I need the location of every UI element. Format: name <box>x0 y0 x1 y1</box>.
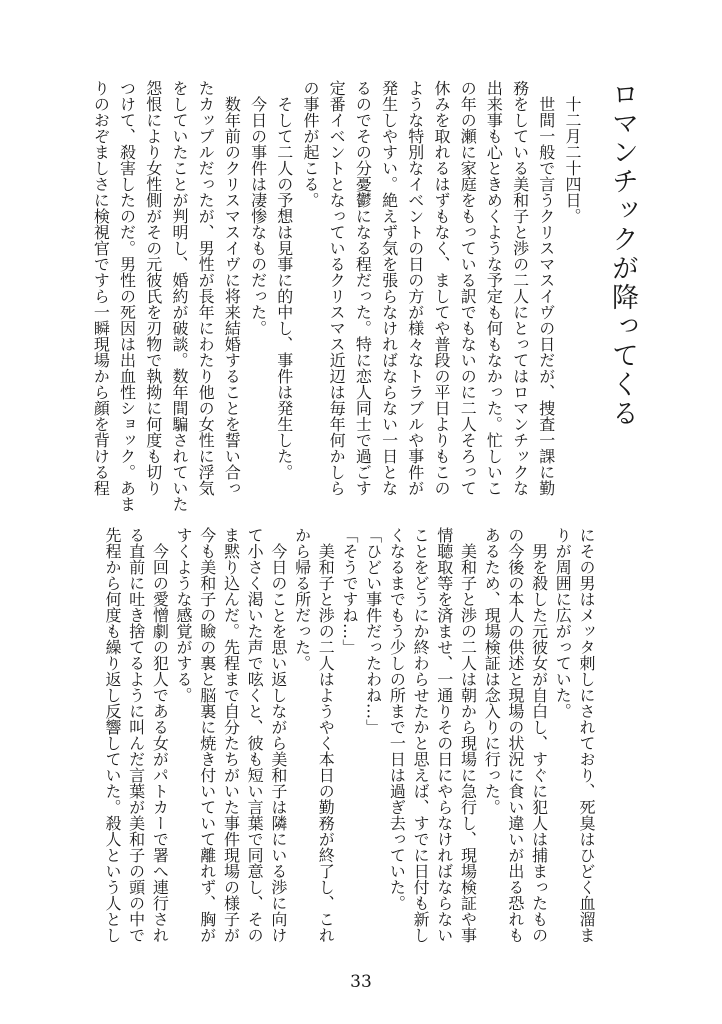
text-column: 今日のことを思い返しながら美和子は隣にいる渉に向け <box>268 527 288 943</box>
text-column: 十二月二十四日。 <box>563 80 582 224</box>
text-column: つけて、殺害したのだ。男性の死因は出血性ショック。あま <box>117 80 137 512</box>
text-column: 今日の事件は凄惨なものだった。 <box>248 80 268 336</box>
text-column: の事件が起こる。 <box>300 80 320 208</box>
text-column: 今回の愛憎劇の犯人である女がパトカーで署へ連行され <box>150 527 170 943</box>
page-number: 33 <box>350 972 372 992</box>
text-column: ことをどうにか終わらせたかと思えば、すでに日付も新し <box>411 527 431 943</box>
text-column: の今後の本人の供述と現場の状況に食い違いが出る恐れも <box>505 527 525 943</box>
text-column: すくような感覚がする。 <box>174 527 194 703</box>
text-column: 情聴取等を済ませ、一通りその日にやらなければならない <box>434 527 454 943</box>
text-column: たカップルだったが、男性が長年にわたり他の女性に浮気 <box>196 80 216 496</box>
text-column: 怨恨により女性側がその元彼氏を刃物で執拗に何度も切り <box>143 80 163 496</box>
text-column: にその男はメッタ刺しにされており、死臭はひどく血溜ま <box>577 527 596 943</box>
text-column: りのおぞましさに検視官ですら一瞬現場から顔を背ける程 <box>91 80 111 496</box>
text-column: りが周囲に広がっていた。 <box>553 527 573 719</box>
text-column: て小さく渇いた声で呟くと、彼も短い言葉で同意し、その <box>245 527 265 943</box>
text-column: 美和子と渉の二人は朝から現場に急行し、現場検証や事 <box>458 527 478 943</box>
text-column: の年の瀬に家庭をもっている訳でもないのに二人そろって <box>458 80 478 496</box>
text-column: 「ひどい事件だったわね…」 <box>363 527 383 735</box>
text-column: をしていたことが判明し、婚約が破談。数年間騙されていた <box>169 80 189 512</box>
text-column: 発生しやすい。絶えず気を張らなければならない一日とな <box>379 80 399 496</box>
chapter-title: ロマンチックが降ってくる <box>607 80 638 428</box>
text-column: 世間一般で言うクリスマスイヴの日だが、捜査一課に勤 <box>536 80 556 496</box>
text-column: る直前に吐き捨てるように叫んだ言葉が美和子の頭の中で <box>126 527 146 943</box>
text-column: 今も美和子の瞼の裏と脳裏に焼き付いていて離れず、胸が <box>197 527 217 943</box>
text-column: 休みを取れるはずもなく、ましてや普段の平日よりもこの <box>431 80 451 496</box>
text-column: 数年前のクリスマスイヴに将来結婚することを誓い合っ <box>222 80 242 496</box>
text-column: るのでその分憂鬱になる程だった。特に恋人同士で過ごす <box>353 80 373 496</box>
text-column: ような特別なイベントの日の方が様々なトラブルや事件が <box>405 80 425 496</box>
text-column: ま黙り込んだ。先程まで自分たちがいた事件現場の様子が <box>221 527 241 943</box>
text-column: 男を殺した元彼女が自白し、すぐに犯人は捕まったもの <box>529 527 549 943</box>
text-column: 出来事も心ときめくような予定も何もなかった。忙しいこ <box>484 80 504 496</box>
text-column: 先程から何度も繰り返し反響していた。殺人という人とし <box>102 527 122 943</box>
text-column: くなるまでもう少しの所まで一日は過ぎ去っていた。 <box>387 527 407 911</box>
text-column: 定番イベントとなっているクリスマス近辺は毎年何かしら <box>327 80 347 496</box>
lower-text-block <box>100 527 598 967</box>
text-column: 「そうですね…」 <box>339 527 359 655</box>
text-column: 務をしている美和子と渉の二人にとってはロマンチックな <box>510 80 530 496</box>
text-column: 美和子と渉の二人はようやく本日の勤務が終了し、これ <box>316 527 336 943</box>
text-column: あるため、現場検証は念入りに行った。 <box>482 527 502 815</box>
upper-text-block <box>87 80 585 520</box>
text-column: から帰る所だった。 <box>292 527 312 671</box>
text-column: そして二人の予想は見事に的中し、事件は発生した。 <box>274 80 294 480</box>
